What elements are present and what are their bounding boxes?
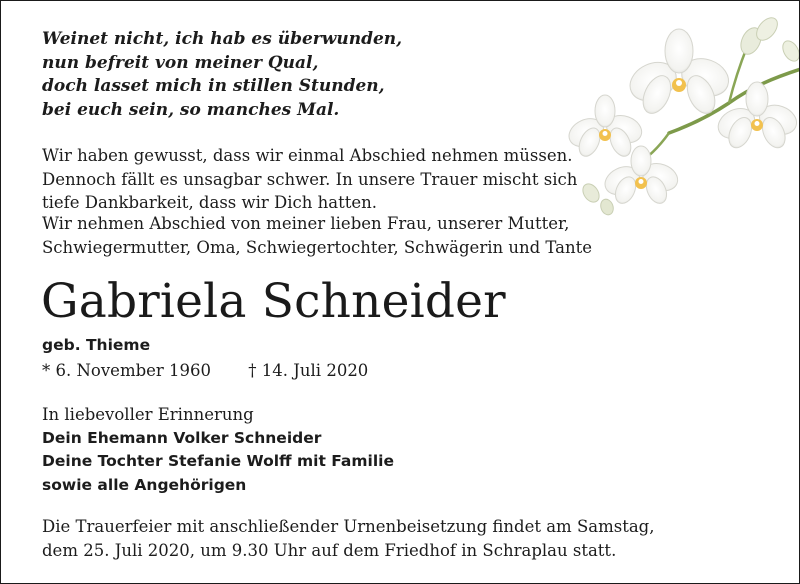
farewell-line: Dennoch fällt es unsagbar schwer. In unsere Trauer mischt sich: [42, 169, 578, 189]
poem-line: nun befreit von meiner Qual,: [42, 52, 319, 73]
funeral-line: Die Trauerfeier mit anschließender Urnenbeisetzung findet am Samstag,: [42, 517, 655, 536]
mourner-name: sowie alle Angehörigen: [42, 475, 247, 494]
mourners-intro: In liebevoller Erinnerung: [42, 405, 254, 424]
announcement-line: Schwiegermutter, Oma, Schwiegertochter, Schwägerin und Tante: [42, 237, 592, 257]
poem: [42, 28, 562, 122]
poem-line: doch lasset mich in stillen Stunden,: [42, 76, 385, 96]
mourners-block: [42, 403, 522, 497]
orchid-flower-icon: [561, 7, 800, 219]
farewell-paragraph: [42, 144, 582, 215]
poem-line: bei euch sein, so manches Mal.: [42, 99, 340, 120]
announcement-paragraph: [42, 212, 602, 259]
maiden-name: geb. Thieme: [42, 336, 151, 354]
death-date: † 14. Juli 2020: [248, 361, 369, 380]
birth-date: * 6. November 1960: [42, 361, 212, 380]
mourner-name: Deine Tochter Stefanie Wolff mit Familie: [42, 452, 394, 470]
farewell-line: tiefe Dankbarkeit, dass wir Dich hatten.: [42, 193, 378, 212]
mourner-name: Dein Ehemann Volker Schneider: [42, 428, 322, 447]
life-dates: [42, 359, 368, 383]
funeral-line: dem 25. Juli 2020, um 9.30 Uhr auf dem Friedhof in Schraplau statt.: [42, 540, 617, 560]
farewell-line: Wir haben gewusst, dass wir einmal Abschied nehmen müssen.: [42, 146, 573, 165]
poem-line: Weinet nicht, ich hab es überwunden,: [42, 29, 403, 49]
announcement-line: Wir nehmen Abschied von meiner lieben Frau, unserer Mutter,: [42, 214, 570, 233]
deceased-name: Gabriela Schneider: [41, 274, 506, 329]
funeral-notice: [42, 515, 682, 562]
